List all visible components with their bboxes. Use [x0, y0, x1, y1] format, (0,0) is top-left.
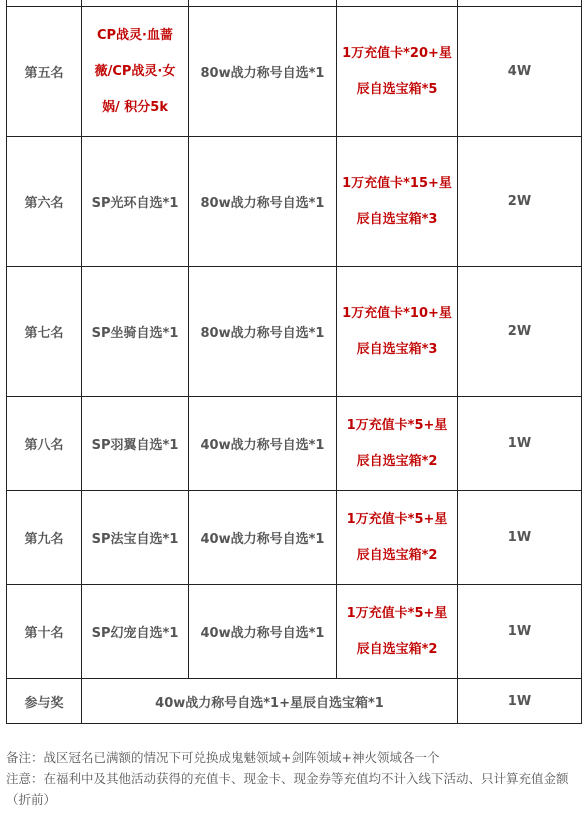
- remark-note: 备注：战区冠名已满额的情况下可兑换成鬼魅领域+剑阵领域+神火领域各一个: [6, 750, 440, 765]
- table-row: [7, 491, 582, 585]
- table-row: [7, 585, 582, 679]
- table-row: [7, 137, 582, 267]
- recharge-reward-cell: 1万充值卡*15+星辰自选宝箱*3: [337, 137, 458, 267]
- reward-item-cell: SP幻宠自选*1: [82, 585, 189, 679]
- recharge-reward-cell: 1万充值卡*20+星辰自选宝箱*5: [337, 7, 458, 137]
- rank-cell: 参与奖: [7, 679, 82, 724]
- reward-item-cell: SP羽翼自选*1: [82, 397, 189, 491]
- amount-cell: 2W: [458, 267, 582, 397]
- participation-reward-cell: 40w战力称号自选*1+星辰自选宝箱*1: [82, 679, 458, 724]
- title-reward-cell: 40w战力称号自选*1: [189, 585, 337, 679]
- recharge-reward-cell: 1万充值卡*5+星辰自选宝箱*2: [337, 397, 458, 491]
- table-row: [7, 397, 582, 491]
- amount-cell: 2W: [458, 137, 582, 267]
- attention-note: 注意：在福利中及其他活动获得的充值卡、现金卡、现金券等充值均不计入线下活动、只计算充值金额（折前）: [6, 771, 569, 807]
- amount-cell: 1W: [458, 585, 582, 679]
- amount-cell: 1W: [458, 397, 582, 491]
- table-row: [7, 267, 582, 397]
- amount-cell: 4W: [458, 7, 582, 137]
- table-row: [7, 7, 582, 137]
- rank-cell: 第十名: [7, 585, 82, 679]
- table-row-participation: [7, 679, 582, 724]
- title-reward-cell: 40w战力称号自选*1: [189, 397, 337, 491]
- rank-cell: 第七名: [7, 267, 82, 397]
- amount-cell: 1W: [458, 679, 582, 724]
- rank-cell: 第八名: [7, 397, 82, 491]
- reward-item-cell: SP法宝自选*1: [82, 491, 189, 585]
- recharge-reward-cell: 1万充值卡*10+星辰自选宝箱*3: [337, 267, 458, 397]
- recharge-reward-cell: 1万充值卡*5+星辰自选宝箱*2: [337, 491, 458, 585]
- title-reward-cell: 80w战力称号自选*1: [189, 267, 337, 397]
- reward-table-body: [7, 0, 582, 724]
- reward-item-cell: SP光环自选*1: [82, 137, 189, 267]
- rank-cell: 第六名: [7, 137, 82, 267]
- title-reward-cell: 80w战力称号自选*1: [189, 137, 337, 267]
- notes-section: [6, 747, 584, 810]
- title-reward-cell: 40w战力称号自选*1: [189, 491, 337, 585]
- title-reward-cell: 80w战力称号自选*1: [189, 7, 337, 137]
- rank-cell: 第五名: [7, 7, 82, 137]
- rank-cell: 第九名: [7, 491, 82, 585]
- reward-table: [6, 0, 582, 724]
- reward-item-cell: CP战灵·血蔷薇/CP战灵·女娲/ 积分5k: [82, 7, 189, 137]
- reward-item-cell: SP坐骑自选*1: [82, 267, 189, 397]
- amount-cell: 1W: [458, 491, 582, 585]
- recharge-reward-cell: 1万充值卡*5+星辰自选宝箱*2: [337, 585, 458, 679]
